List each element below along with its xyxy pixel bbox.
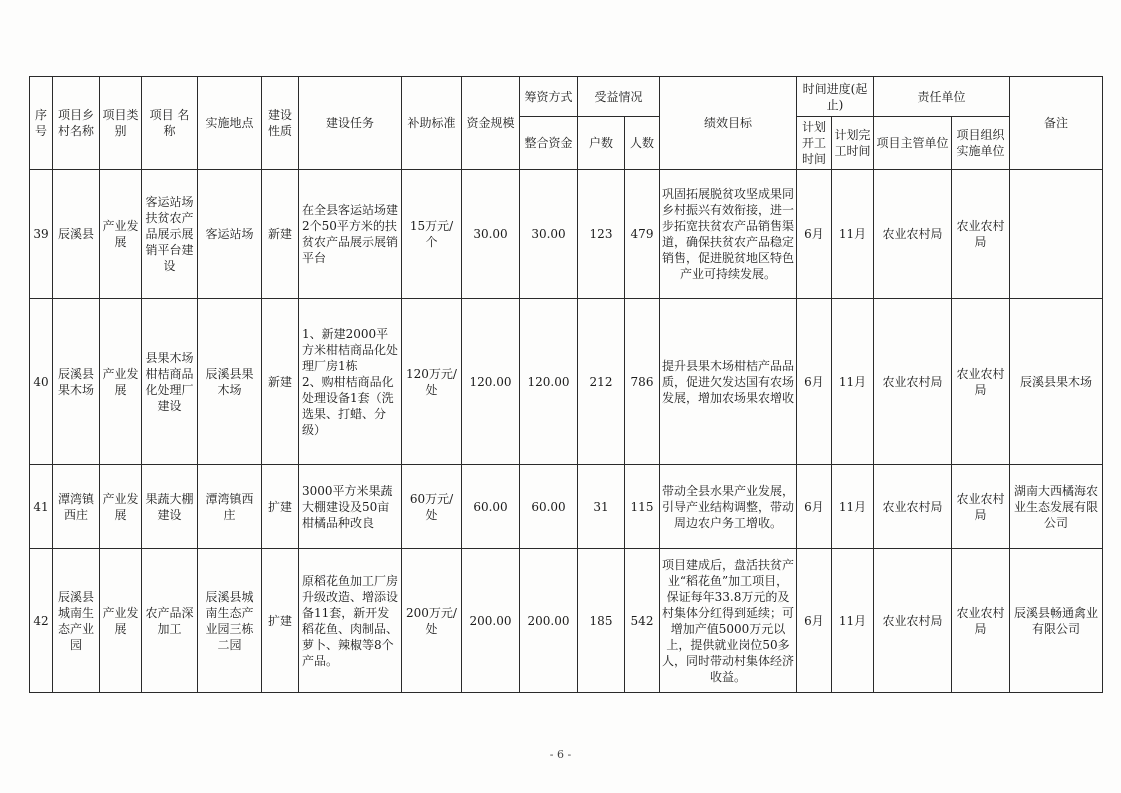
- cell-name: 县果木场柑桔商品化处理厂建设: [142, 299, 198, 465]
- header-households: 户数: [578, 117, 625, 170]
- header-category: 项目类别: [100, 77, 142, 170]
- page-number: - 6 -: [549, 748, 572, 761]
- cell-village: 辰溪县: [53, 170, 100, 299]
- cell-category: 产业发展: [100, 299, 142, 465]
- cell-location: 潭湾镇西庄: [198, 465, 262, 549]
- cell-households: 31: [578, 465, 625, 549]
- header-resp-org: 项目组织实施单位: [952, 117, 1010, 170]
- cell-resp-org: 农业农村局: [952, 299, 1010, 465]
- header-nature: 建设性质: [262, 77, 299, 170]
- cell-scale: 30.00: [462, 170, 520, 299]
- cell-start: 6月: [797, 299, 832, 465]
- cell-remark: 辰溪县果木场: [1010, 299, 1103, 465]
- header-benefit: 受益情况: [578, 77, 660, 117]
- header-subsidy: 补助标准: [402, 77, 462, 170]
- cell-persons: 115: [625, 465, 660, 549]
- cell-start: 6月: [797, 549, 832, 693]
- project-table: [29, 76, 1103, 693]
- header-goal: 绩效目标: [660, 77, 797, 170]
- cell-persons: 542: [625, 549, 660, 693]
- cell-name: 客运站场扶贫农产品展示展销平台建设: [142, 170, 198, 299]
- cell-village: 辰溪县果木场: [53, 299, 100, 465]
- cell-remark: 湖南大西橘海农业生态发展有限公司: [1010, 465, 1103, 549]
- cell-category: 产业发展: [100, 549, 142, 693]
- cell-category: 产业发展: [100, 465, 142, 549]
- header-scale: 资金规模: [462, 77, 520, 170]
- cell-location: 客运站场: [198, 170, 262, 299]
- cell-funding: 30.00: [520, 170, 578, 299]
- cell-task: 原稻花鱼加工厂房升级改造、增添设备11套，新开发稻花鱼、肉制品、萝卜、辣椒等8个产品。: [299, 549, 402, 693]
- table-row: [30, 299, 1103, 465]
- cell-location: 辰溪县果木场: [198, 299, 262, 465]
- cell-goal: 巩固拓展脱贫攻坚成果同乡村振兴有效衔接，进一步拓宽扶贫农产品销售渠道，确保扶贫农产品稳定销售，促进脱贫地区特色产业可持续发展。: [660, 170, 797, 299]
- cell-subsidy: 120万元/处: [402, 299, 462, 465]
- cell-remark: 辰溪县畅通禽业有限公司: [1010, 549, 1103, 693]
- header-name: 项目 名称: [142, 77, 198, 170]
- cell-resp-org: 农业农村局: [952, 465, 1010, 549]
- cell-households: 185: [578, 549, 625, 693]
- cell-seq: 40: [30, 299, 53, 465]
- cell-persons: 786: [625, 299, 660, 465]
- cell-subsidy: 60万元/处: [402, 465, 462, 549]
- cell-seq: 41: [30, 465, 53, 549]
- cell-resp-main: 农业农村局: [874, 465, 952, 549]
- cell-nature: 新建: [262, 299, 299, 465]
- cell-task: 1、新建2000平方米柑桔商品化处理厂房1栋 2、购柑桔商品化处理设备1套（洗选果、打蜡、分级）: [299, 299, 402, 465]
- cell-funding: 120.00: [520, 299, 578, 465]
- header-funding: 筹资方式: [520, 77, 578, 117]
- cell-scale: 60.00: [462, 465, 520, 549]
- cell-funding: 60.00: [520, 465, 578, 549]
- header-village: 项目乡村名称: [53, 77, 100, 170]
- cell-seq: 39: [30, 170, 53, 299]
- cell-task: 3000平方米果蔬大棚建设及50亩柑橘品种改良: [299, 465, 402, 549]
- cell-households: 212: [578, 299, 625, 465]
- cell-subsidy: 200万元/处: [402, 549, 462, 693]
- cell-subsidy: 15万元/个: [402, 170, 462, 299]
- cell-resp-main: 农业农村局: [874, 170, 952, 299]
- cell-task: 在全县客运站场建2个50平方米的扶贫农产品展示展销平台: [299, 170, 402, 299]
- cell-start: 6月: [797, 465, 832, 549]
- cell-remark: [1010, 170, 1103, 299]
- header-resp: 责任单位: [874, 77, 1010, 117]
- cell-end: 11月: [832, 170, 874, 299]
- cell-resp-main: 农业农村局: [874, 549, 952, 693]
- header-location: 实施地点: [198, 77, 262, 170]
- table-row: [30, 549, 1103, 693]
- header-schedule: 时间进度(起止): [797, 77, 874, 117]
- cell-village: 潭湾镇西庄: [53, 465, 100, 549]
- header-funding-sub: 整合资金: [520, 117, 578, 170]
- header-start: 计划开工时间: [797, 117, 832, 170]
- header-task: 建设任务: [299, 77, 402, 170]
- cell-nature: 扩建: [262, 465, 299, 549]
- cell-scale: 200.00: [462, 549, 520, 693]
- header-seq: 序号: [30, 77, 53, 170]
- cell-name: 农产品深加工: [142, 549, 198, 693]
- cell-end: 11月: [832, 549, 874, 693]
- cell-end: 11月: [832, 299, 874, 465]
- header-remark: 备注: [1010, 77, 1103, 170]
- cell-end: 11月: [832, 465, 874, 549]
- cell-resp-org: 农业农村局: [952, 170, 1010, 299]
- cell-location: 辰溪县城南生态产业园三栋二园: [198, 549, 262, 693]
- cell-scale: 120.00: [462, 299, 520, 465]
- header-persons: 人数: [625, 117, 660, 170]
- table-row: [30, 170, 1103, 299]
- cell-seq: 42: [30, 549, 53, 693]
- cell-village: 辰溪县城南生态产业园: [53, 549, 100, 693]
- cell-nature: 扩建: [262, 549, 299, 693]
- cell-goal: 提升县果木场柑桔产品品质，促进欠发达国有农场发展，增加农场果农增收: [660, 299, 797, 465]
- cell-households: 123: [578, 170, 625, 299]
- table-row: [30, 465, 1103, 549]
- cell-nature: 新建: [262, 170, 299, 299]
- cell-resp-main: 农业农村局: [874, 299, 952, 465]
- header-end: 计划完工时间: [832, 117, 874, 170]
- cell-name: 果蔬大棚建设: [142, 465, 198, 549]
- cell-persons: 479: [625, 170, 660, 299]
- header-resp-main: 项目主管单位: [874, 117, 952, 170]
- header-row-1: [30, 77, 1103, 117]
- cell-resp-org: 农业农村局: [952, 549, 1010, 693]
- cell-goal: 带动全县水果产业发展，引导产业结构调整，带动周边农户务工增收。: [660, 465, 797, 549]
- cell-funding: 200.00: [520, 549, 578, 693]
- cell-goal: 项目建成后，盘活扶贫产业“稻花鱼”加工项目，保证每年33.8万元的及村集体分红得到延续；可增加产值5000万元以上，提供就业岗位50多人，同时带动村集体经济收益。: [660, 549, 797, 693]
- cell-category: 产业发展: [100, 170, 142, 299]
- cell-start: 6月: [797, 170, 832, 299]
